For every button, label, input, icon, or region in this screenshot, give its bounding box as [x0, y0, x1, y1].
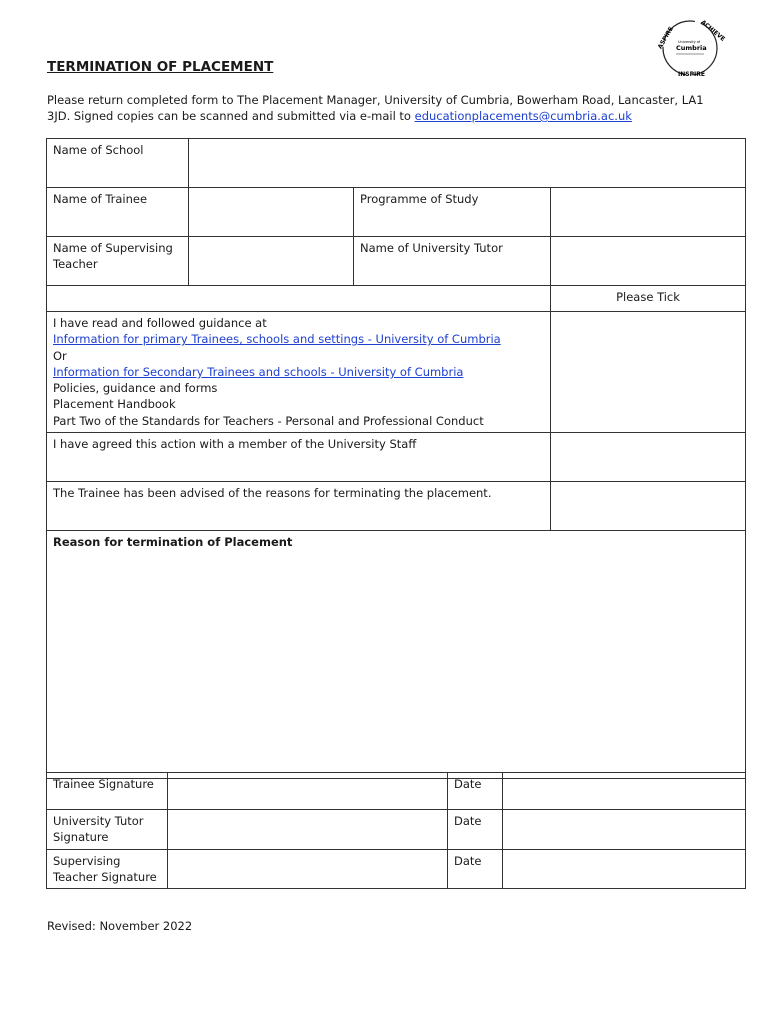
trainee-signature-cell[interactable]: [168, 773, 448, 810]
blank-header-cell: [47, 286, 551, 312]
date-label: Date: [448, 773, 503, 810]
guidance-intro: I have read and followed guidance at: [53, 316, 267, 330]
university-logo: [654, 18, 726, 78]
date-label: Date: [448, 810, 503, 850]
programme-label: Programme of Study: [354, 188, 551, 237]
primary-guidance-link[interactable]: Information for primary Trainees, schools and settings - University of Cumbria: [53, 332, 501, 347]
logo-ring-text-achieve: ACHIEVE: [699, 18, 726, 43]
reason-label: Reason for termination of Placement: [53, 535, 293, 550]
trainee-signature-label: Trainee Signature: [47, 773, 168, 810]
or-text: Or: [53, 348, 67, 363]
page-title: TERMINATION OF PLACEMENT: [47, 59, 274, 75]
school-input-cell[interactable]: [189, 139, 746, 188]
school-label: Name of School: [47, 139, 189, 188]
university-tutor-label: Name of University Tutor: [354, 237, 551, 286]
tutor-signature-cell[interactable]: [168, 810, 448, 850]
guidance-cell: [47, 312, 551, 433]
standards-text: Part Two of the Standards for Teachers - Personal and Professional Conduct: [53, 413, 484, 428]
agreed-tick-cell[interactable]: [551, 433, 746, 482]
teacher-signature-cell[interactable]: [168, 849, 448, 889]
tutor-signature-label: University Tutor Signature: [47, 810, 168, 850]
logo-center-line-1: University of: [678, 40, 701, 44]
trainee-date-cell[interactable]: [503, 773, 746, 810]
intro-instructions: Please return completed form to The Placement Manager, University of Cumbria, Bowerham Road, Lancaster, LA1 3JD. Signed copies can be scanned and submitted via e-mail to: [47, 93, 704, 123]
logo-center-line-2: Cumbria: [676, 44, 707, 52]
agreed-action-text: I have agreed this action with a member of the University Staff: [47, 433, 551, 482]
supervising-teacher-input-cell[interactable]: [189, 237, 354, 286]
placement-form-table: [46, 138, 746, 779]
signature-table: [46, 772, 746, 889]
intro-text: [47, 92, 707, 124]
advised-reasons-text: The Trainee has been advised of the reasons for terminating the placement.: [47, 482, 551, 531]
university-tutor-input-cell[interactable]: [551, 237, 746, 286]
programme-input-cell[interactable]: [551, 188, 746, 237]
revised-date: Revised: November 2022: [47, 919, 193, 933]
please-tick-header: Please Tick: [551, 286, 746, 312]
guidance-tick-cell[interactable]: [551, 312, 746, 433]
email-link[interactable]: educationplacements@cumbria.ac.uk: [414, 109, 632, 123]
trainee-input-cell[interactable]: [189, 188, 354, 237]
supervising-teacher-label: Name of Supervising Teacher: [47, 237, 189, 286]
policies-text: Policies, guidance and forms: [53, 381, 218, 396]
handbook-text: Placement Handbook: [53, 397, 176, 412]
logo-ring-text-aspire: ASPIRE: [656, 25, 675, 51]
secondary-guidance-link[interactable]: Information for Secondary Trainees and schools - University of Cumbria: [53, 364, 464, 379]
logo-ring-text-inspire: INSPIRE: [678, 71, 705, 78]
tutor-date-cell[interactable]: [503, 810, 746, 850]
trainee-label: Name of Trainee: [47, 188, 189, 237]
advised-tick-cell[interactable]: [551, 482, 746, 531]
date-label: Date: [448, 849, 503, 889]
reason-for-termination-cell[interactable]: [47, 531, 746, 779]
teacher-date-cell[interactable]: [503, 849, 746, 889]
teacher-signature-label: Supervising Teacher Signature: [47, 849, 168, 889]
